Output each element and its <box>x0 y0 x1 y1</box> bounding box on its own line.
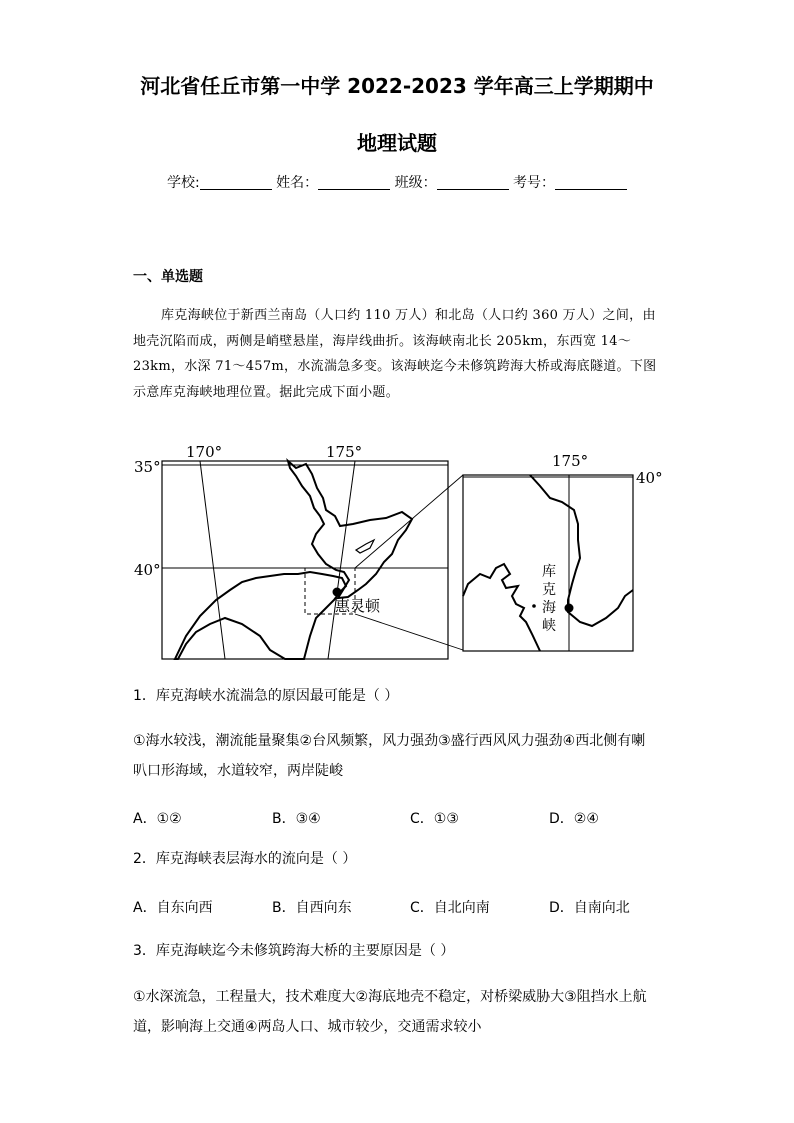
name-blank[interactable] <box>318 175 390 190</box>
exam-no-blank[interactable] <box>555 175 627 190</box>
question-2-stem: 2．库克海峡表层海水的流向是（ ） <box>133 851 357 867</box>
option-a[interactable]: A．①② <box>133 811 182 827</box>
question-1-items-line: ①海水较浅，潮流能量聚集②台风频繁，风力强劲③盛行西风风力强劲④西北侧有喇 <box>133 733 646 749</box>
lat-35-label: 35° <box>134 458 161 476</box>
exam-title-line2: 地理试题 <box>357 131 437 155</box>
reading-passage <box>133 303 663 405</box>
option-b[interactable]: B．③④ <box>272 811 321 827</box>
question-3-stem: 3．库克海峡迄今未修筑跨海大桥的主要原因是（ ） <box>133 943 455 959</box>
inset-lon-label: 175° <box>552 452 589 470</box>
section-title: 一、单选题 <box>133 269 203 285</box>
name-label: 姓名： <box>276 175 319 191</box>
question-1-items-line: 叭口形海域，水道较窄，两岸陡峻 <box>133 763 343 779</box>
passage-line: 示意库克海峡地理位置。据此完成下面小题。 <box>133 384 400 400</box>
city-label: 惠灵顿 <box>335 597 381 615</box>
strait-label-char: 库 <box>542 564 556 580</box>
option-b[interactable]: B．自西向东 <box>272 900 352 916</box>
option-c[interactable]: C．自北向南 <box>410 900 490 916</box>
exam-no-label: 考号： <box>513 175 556 191</box>
option-a[interactable]: A．自东向西 <box>133 900 213 916</box>
connector-line-top <box>355 475 463 568</box>
strait-label-char: 峡 <box>542 618 556 634</box>
passage-line: 23km，水深 71～457m，水流湍急多变。该海峡迄今未修筑跨海大桥或海底隧道。下图 <box>133 359 657 374</box>
small-island <box>356 540 374 553</box>
school-label: 学校: <box>166 175 200 191</box>
question-1-stem: 1．库克海峡水流湍急的原因最可能是（ ） <box>133 688 399 704</box>
inset-lat-label: 40° <box>636 469 663 487</box>
longitude-175-line <box>328 461 355 659</box>
class-blank[interactable] <box>437 175 509 190</box>
inset-wellington-marker <box>565 604 574 613</box>
option-d[interactable]: D．②④ <box>549 811 599 827</box>
strait-point <box>532 604 536 608</box>
longitude-170-line <box>200 461 225 659</box>
north-island-outline <box>288 461 412 598</box>
strait-label-char: 海 <box>542 600 556 616</box>
exam-title-line1: 河北省任丘市第一中学 2022-2023 学年高三上学期期中 <box>140 74 654 98</box>
south-island-outline <box>175 572 346 659</box>
question-1-options <box>0 808 794 838</box>
lon-170-label: 170° <box>186 443 223 461</box>
student-info-line <box>0 172 794 192</box>
passage-line: 库克海峡位于新西兰南岛（人口约 110 万人）和北岛（人口约 360 万人）之间，由 <box>161 308 656 323</box>
question-3-items-line: 道，影响海上交通④两岛人口、城市较少，交通需求较小 <box>133 1019 482 1035</box>
passage-line: 地壳沉陷而成，两侧是峭壁悬崖，海岸线曲折。该海峡南北长 205km，东西宽 14～ <box>133 333 632 349</box>
lat-40-label: 40° <box>134 561 161 579</box>
strait-label-char: 克 <box>542 582 556 598</box>
class-label: 班级： <box>394 175 437 191</box>
lon-175-label: 175° <box>326 443 363 461</box>
option-d[interactable]: D．自南向北 <box>549 900 630 916</box>
cook-strait-map <box>130 440 670 665</box>
question-3-items-line: ①水深流急，工程量大，技术难度大②海底地壳不稳定，对桥梁威胁大③阻挡水上航 <box>133 989 647 1005</box>
school-blank[interactable] <box>200 175 272 190</box>
connector-line-bottom <box>355 614 463 650</box>
inset-south-coast <box>463 564 540 651</box>
option-c[interactable]: C．①③ <box>410 811 459 827</box>
question-2-options <box>0 897 794 927</box>
wellington-marker <box>333 588 342 597</box>
